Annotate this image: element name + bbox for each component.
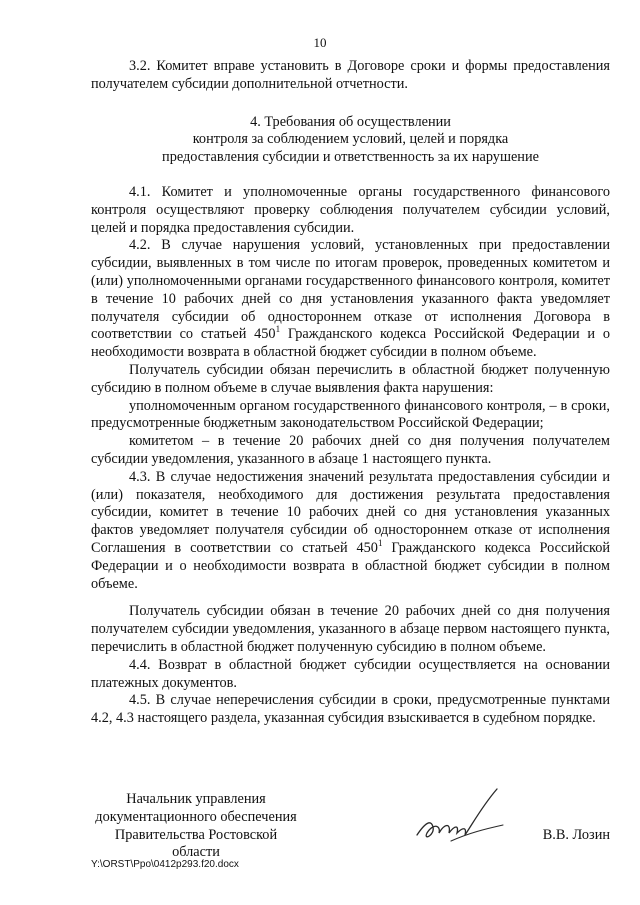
section-heading-line2: контроля за соблюдением условий, целей и порядка <box>192 131 509 148</box>
paragraph-committee: комитетом – в течение 20 рабочих дней со дня получения получателем субсидии уведомления, указанного в абзаце 1 настоящего пункта. <box>91 433 610 467</box>
paragraph-4-2-text: 4.2. В случае нарушения условий, установленных при предоставлении субсидии, выявленных в том числе по итогам проверок, проведенных комитетом и (или) уполномоченными органами государственного финансового контроля, комитет в течение 10 рабочих дней со дня установления указанного факта уведомляет получателя субсидии об одностороннем отказе от исполнения Договора в соответствии со статьей 450 <box>91 237 610 343</box>
paragraph-recipient-obligation: Получатель субсидии обязан перечислить в областной бюджет полученную субсидию в полном объеме в случае выявления факта нарушения: <box>91 361 610 396</box>
paragraph-4-2-text-end: Гражданского кодекса Российской Федерации и о необходимости возврата в областной бюджет субсидии в полном объеме. <box>91 326 610 361</box>
paragraph-3-2: 3.2. Комитет вправе установить в Договоре сроки и формы предоставления получателем субсидии дополнительной отчетности. <box>91 58 610 92</box>
signatory-title-line2: документационного обеспечения <box>95 808 297 825</box>
paragraph-4-3 <box>91 469 610 594</box>
paragraph-4-3-text-end: Гражданского кодекса Российской Федерации и о необходимости возврата в областной бюджет субсидии в полном объеме. <box>91 539 611 592</box>
paragraph-recipient-deadline: Получатель субсидии обязан в течение 20 рабочих дней со дня получения получателем субсидии уведомления, указанного в абзаце первом настоящего пункта, перечислить в областной бюджет полученную субсидию в полном объеме. <box>91 603 610 655</box>
section-heading-line3: предоставления субсидии и ответственность за их нарушение <box>162 149 539 166</box>
paragraph-4-4: 4.4. Возврат в областной бюджет субсидии осуществляется на основании платежных документов. <box>91 656 610 691</box>
signatory-title <box>91 791 301 862</box>
paragraph-4-2 <box>91 237 610 362</box>
signatory-title-line1: Начальник управления <box>126 791 266 807</box>
paragraph-4-3-text: 4.3. В случае недостижения значений результата предоставления субсидии и (или) показателя, необходимого для достижения результата предоставления субсидии, комитет в течение 10 рабочих дней со дня установления указанных фактов уведомляет получателя субсидии об одностороннем отказе от исполнения Соглашения в соответствии со статьей 450 <box>91 468 610 556</box>
spacer <box>91 593 610 603</box>
signatory-title-line3: Правительства Ростовской области <box>114 826 278 861</box>
document-body <box>91 58 610 728</box>
file-path-footer: Y:\ORST\Ppo\0412p293.f20.docx <box>91 859 239 870</box>
page-number: 10 <box>313 35 327 50</box>
section-heading <box>91 114 610 167</box>
paragraph-4-5: 4.5. В случае неперечисления субсидии в сроки, предусмотренные пунктами 4.2, 4.3 настоящего раздела, указанная субсидия взыскивается в судебном порядке. <box>91 692 610 727</box>
paragraph-4-1: 4.1. Комитет и уполномоченные органы государственного финансового контроля осуществляют проверку соблюдения получателем субсидии условий, целей и порядка предоставления субсидии. <box>91 183 610 236</box>
paragraph-control-organ: уполномоченным органом государственного финансового контроля, – в сроки, предусмотренные бюджетным законодательством Российской Федерации; <box>91 397 610 432</box>
signatory-name: В.В. Лозин <box>542 827 610 843</box>
handwritten-signature <box>411 783 521 853</box>
section-heading-line1: 4. Требования об осуществлении <box>250 113 451 130</box>
superscript: 1 <box>377 538 383 549</box>
superscript: 1 <box>275 324 281 335</box>
